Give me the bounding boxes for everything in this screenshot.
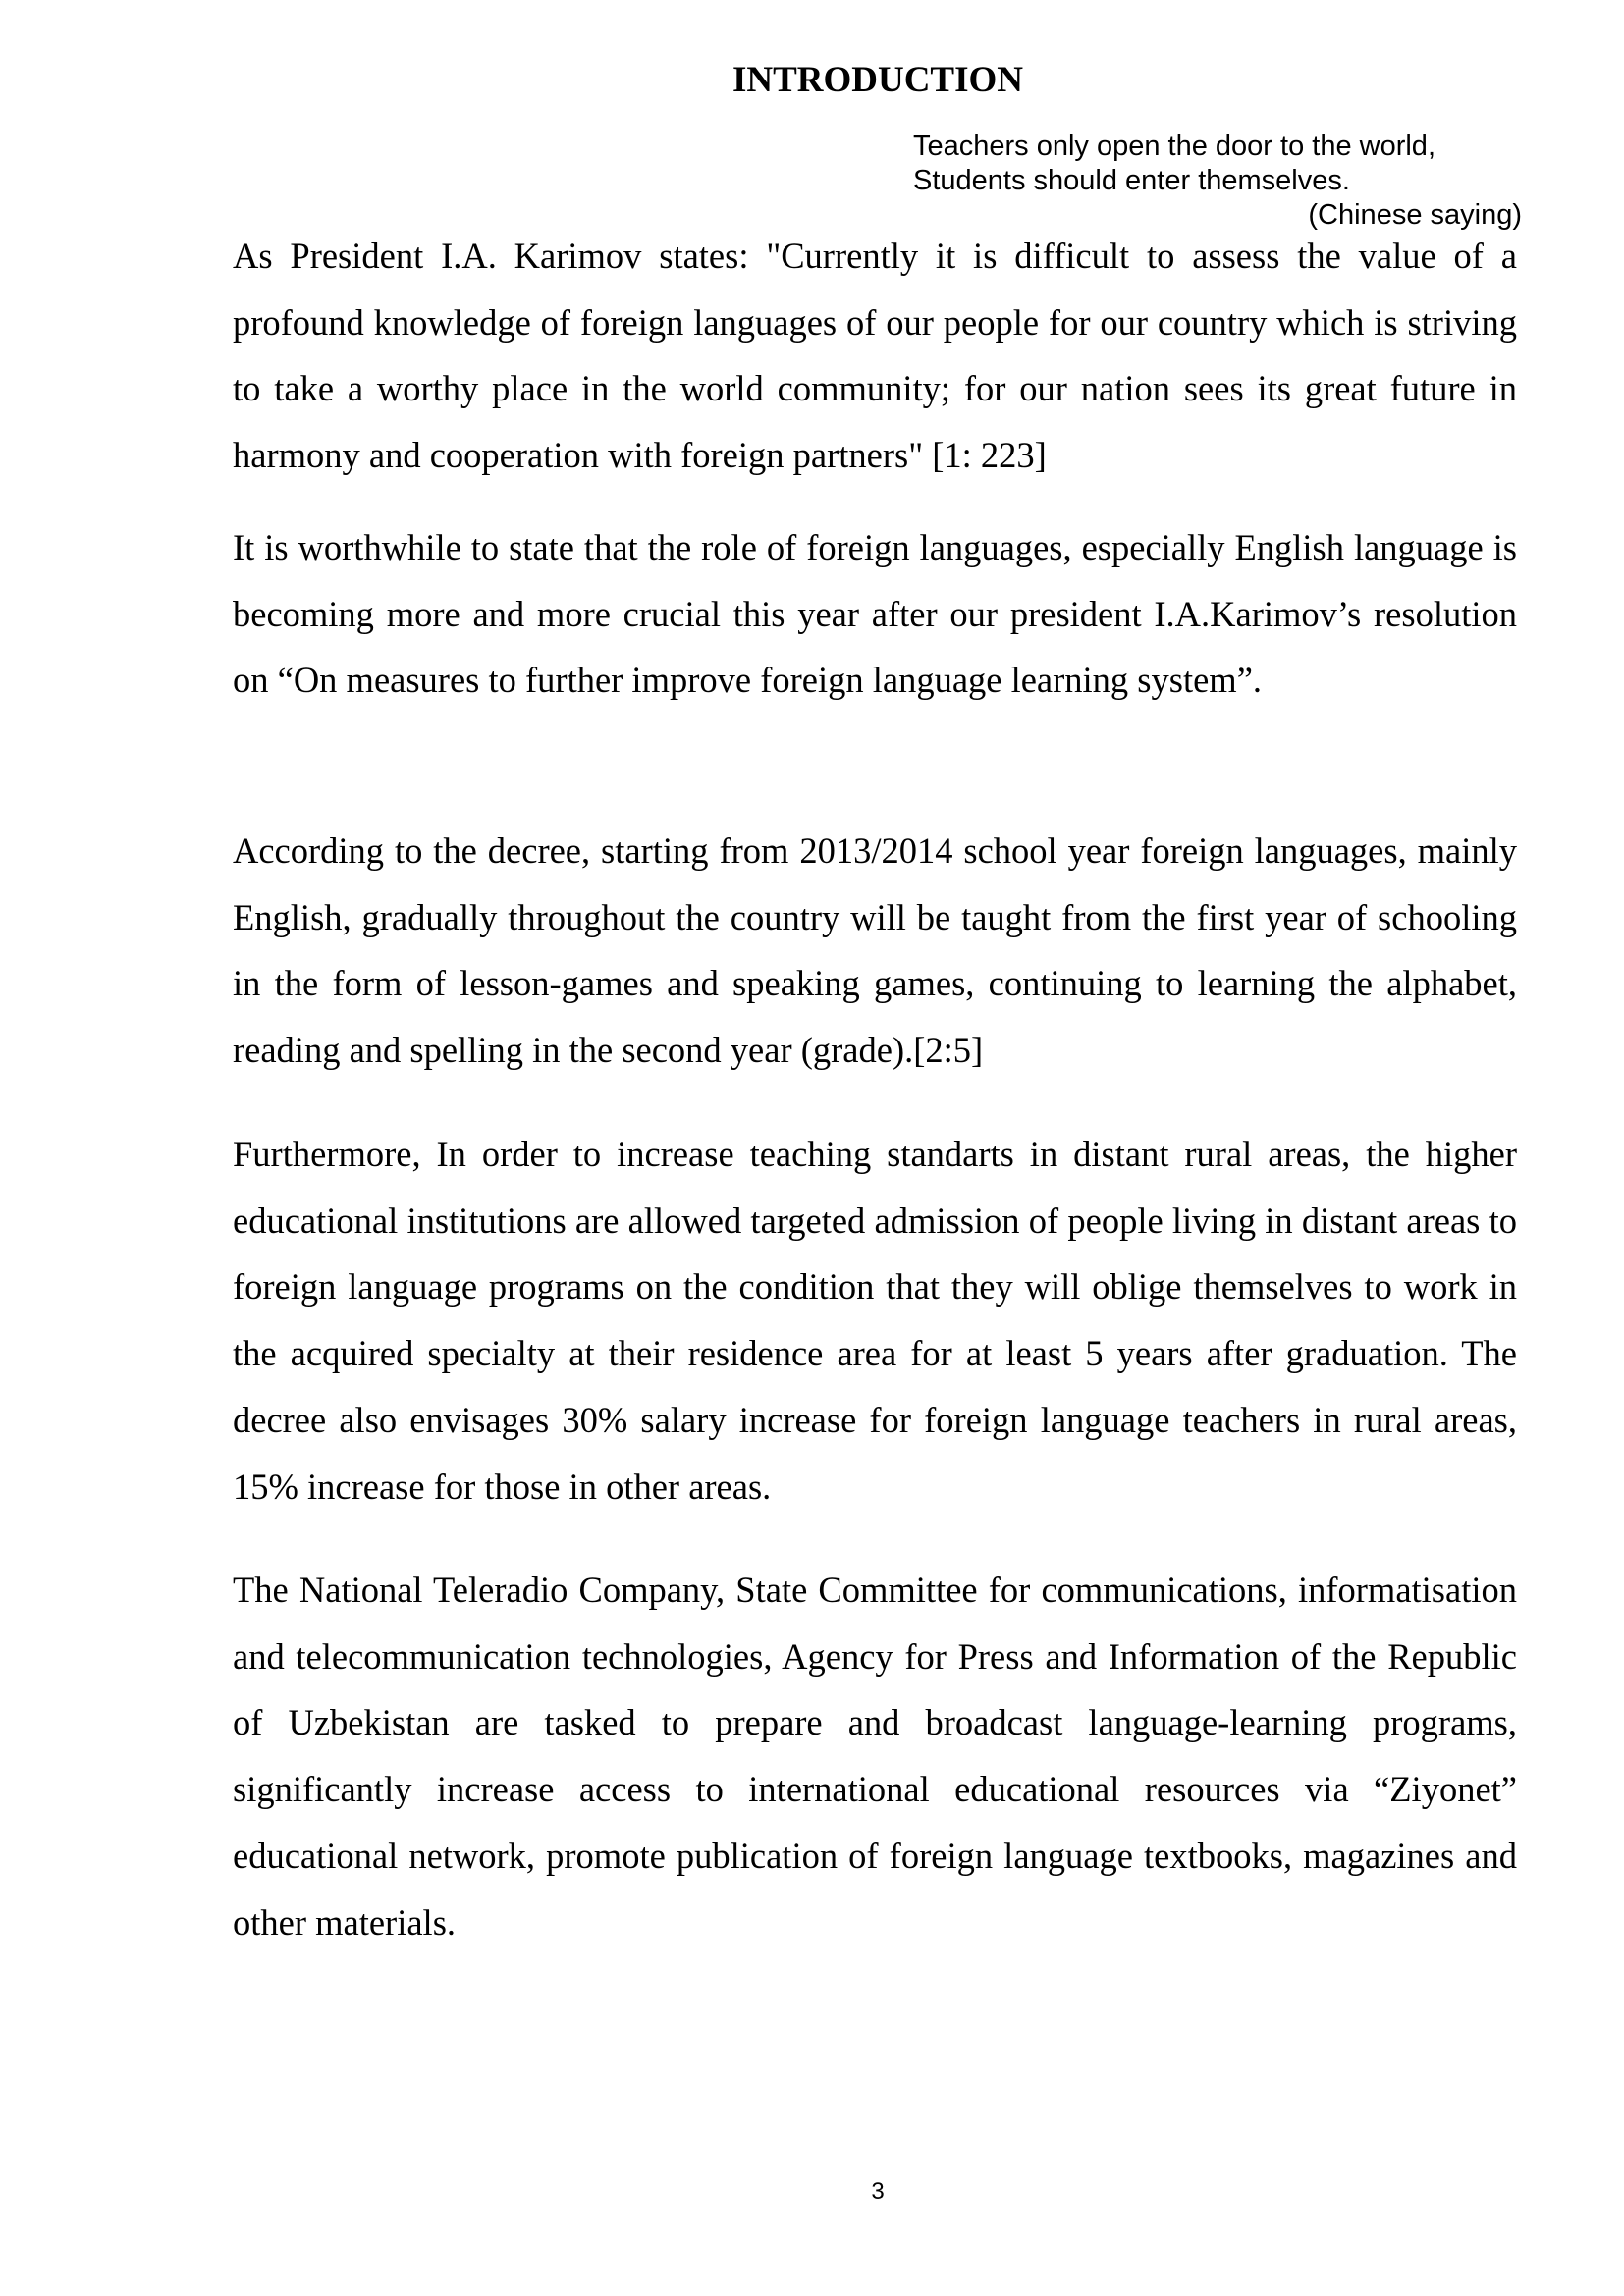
paragraph-5: The National Teleradio Company, State Committee for communications, informatisation and telecommunication technologies, Agency for Press and Information of the Republic of Uzbekistan are tasked to prepare and broadcast language-learning programs, significantly increase access to international educational resources via “Ziyonet” educational network, promote publication of foreign language textbooks, magazines and other materials. (233, 1570, 1517, 1943)
paragraph-2: It is worthwhile to state that the role of foreign languages, especially English language is becoming more and more crucial this year after our president I.A.Karimov’s resolution on “On measures to further improve foreign language learning system”. (233, 527, 1517, 701)
paragraph-4: Furthermore, In order to increase teaching standarts in distant rural areas, the higher educational institutions are allowed targeted admission of people living in distant areas to foreign language programs on the condition that they will oblige themselves to work in the acquired specialty at their residence area for at least 5 years after graduation. The decree also envisages 30% salary increase for foreign language teachers in rural areas, 15% increase for those in other areas. (233, 1134, 1517, 1507)
page-number: 3 (871, 2178, 885, 2205)
paragraph-3: According to the decree, starting from 2013/2014 school year foreign languages, mainly English, gradually throughout the country will be taught from the first year of schooling in the form of lesson-games and speaking games, continuing to learning the alphabet, reading and spelling in the second year (grade).[2:5] (233, 830, 1517, 1071)
paragraph-1: As President I.A. Karimov states: "Currently it is difficult to assess the value of a profound knowledge of foreign languages of our people for our country which is striving to take a worthy place in the world community; for our nation sees its great future in harmony and cooperation with foreign partners" [1: 223] (233, 236, 1517, 476)
epigraph-line-2: Students should enter themselves. (913, 165, 1350, 196)
epigraph (913, 130, 1522, 233)
page-title: INTRODUCTION (731, 60, 1024, 100)
epigraph-line-1: Teachers only open the door to the world, (913, 131, 1435, 162)
epigraph-source: (Chinese saying) (1308, 199, 1522, 231)
